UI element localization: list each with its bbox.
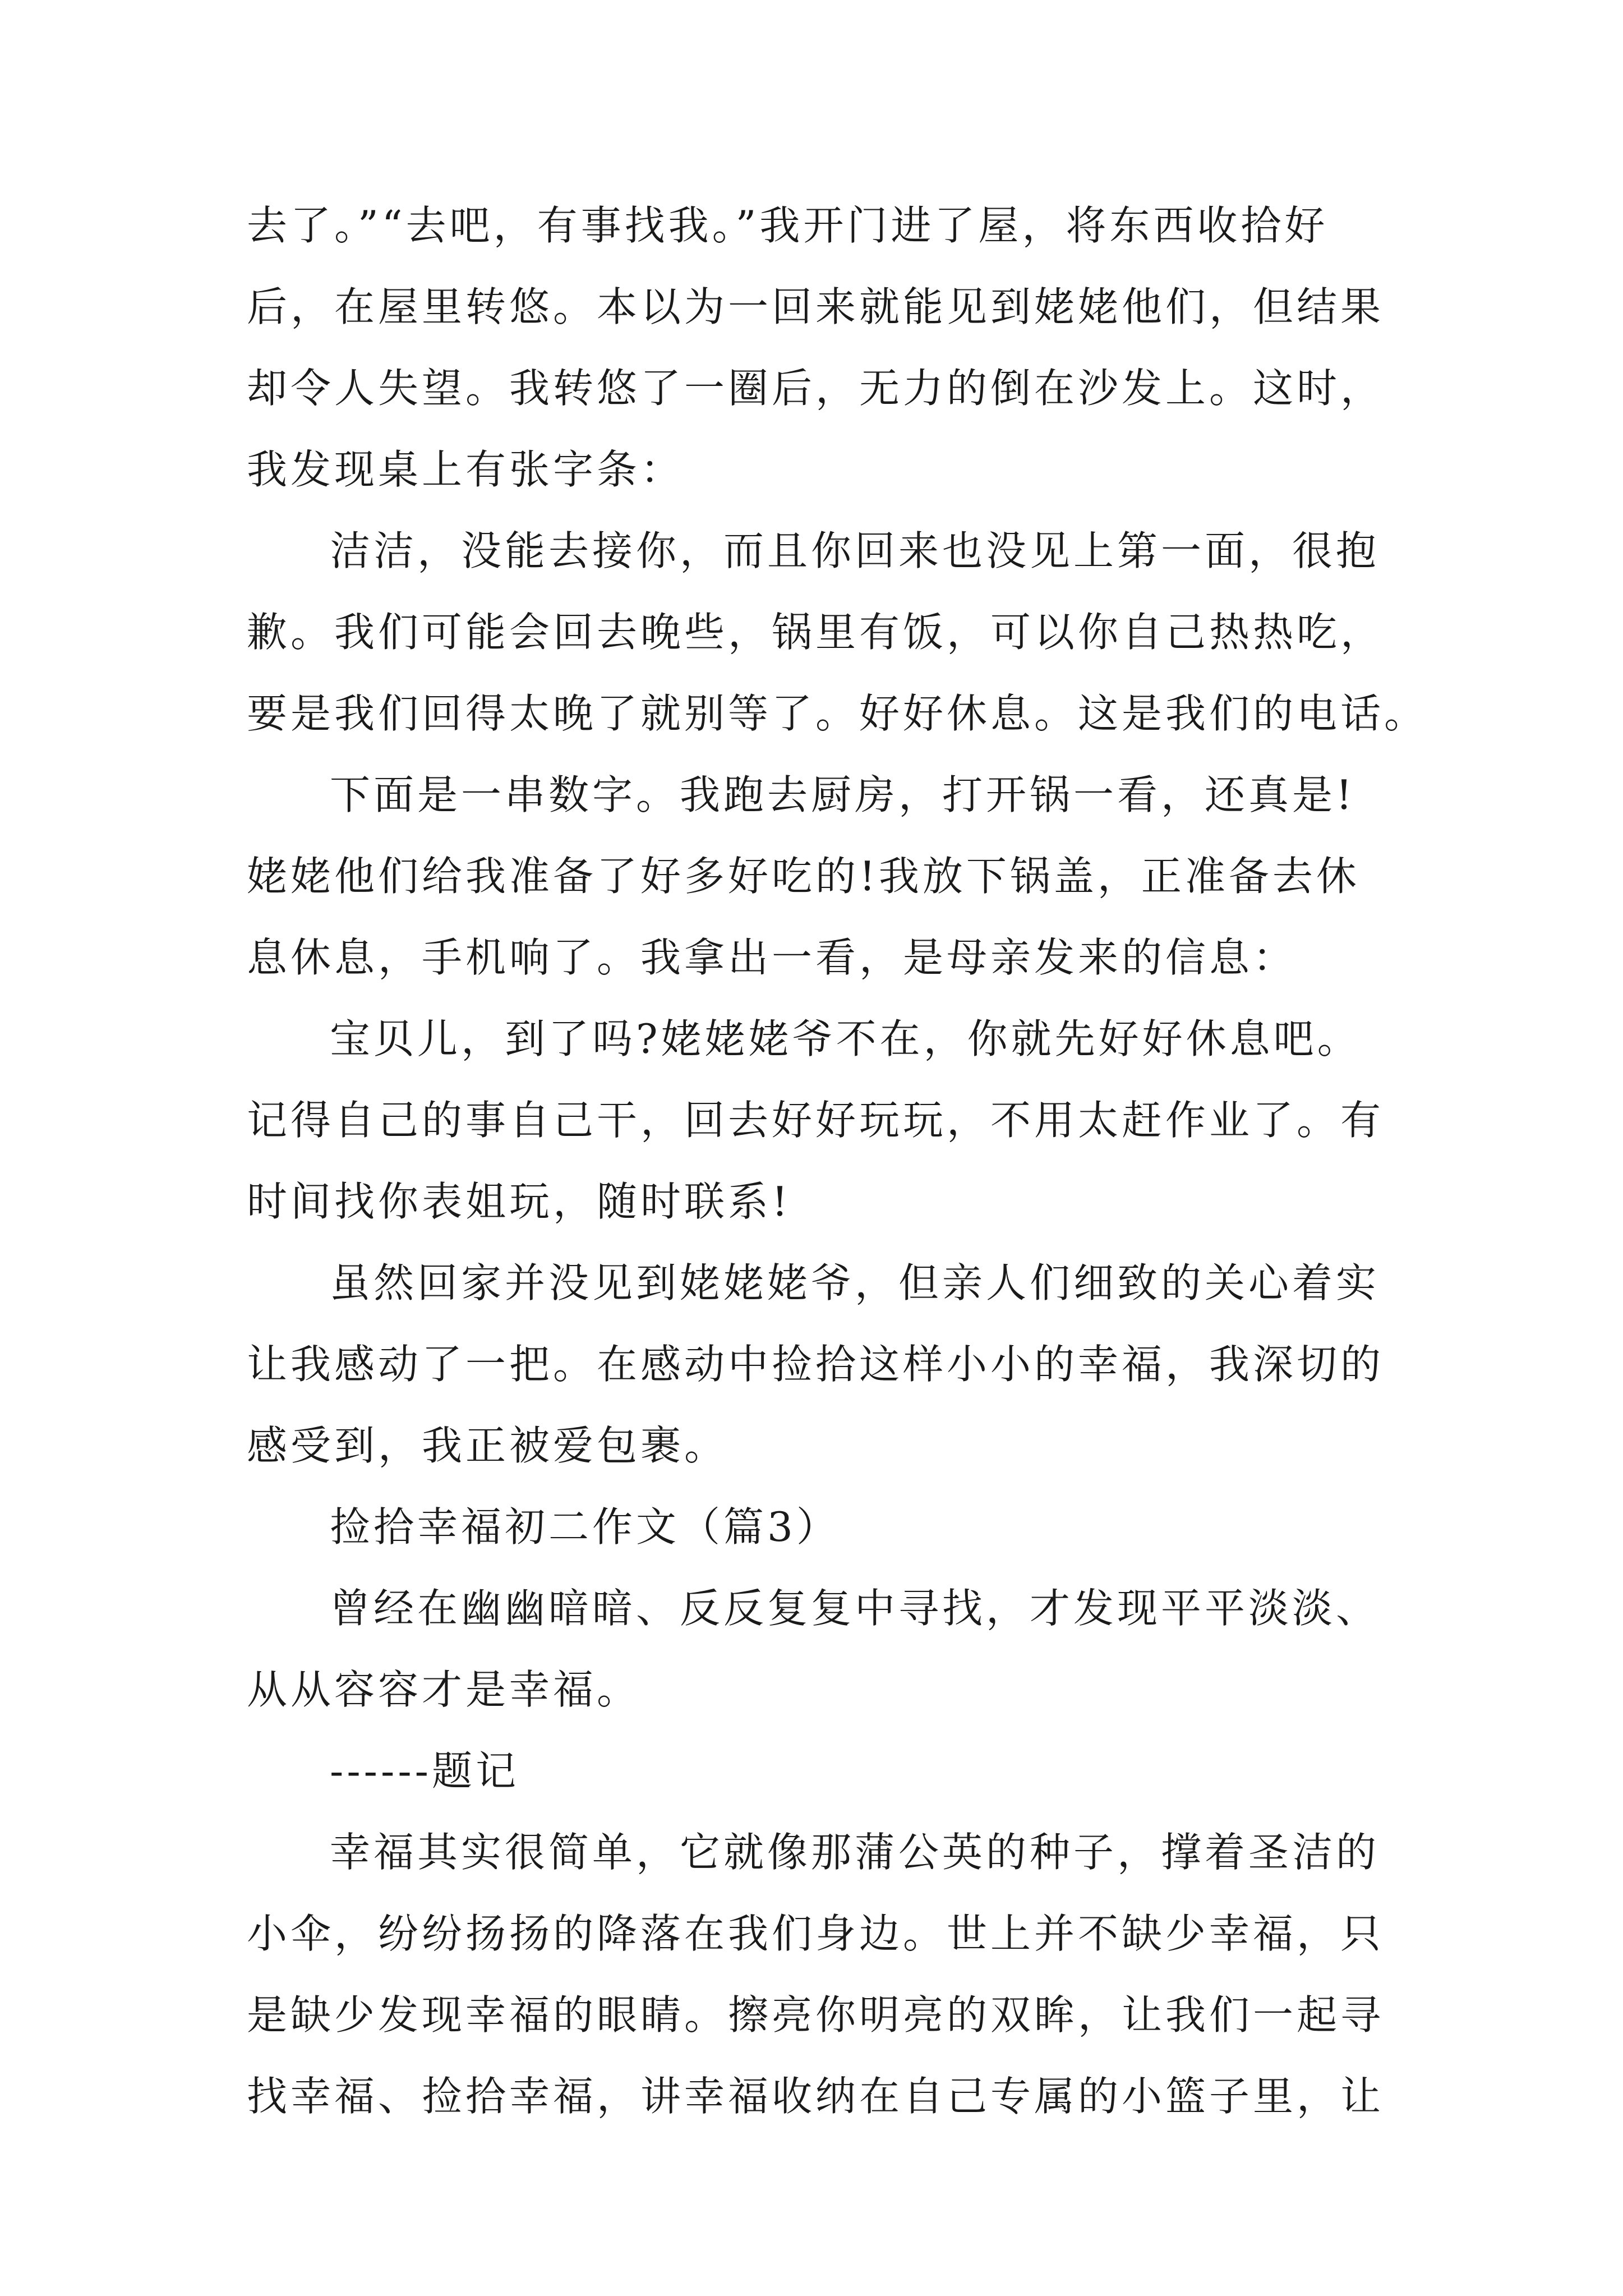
text-line: 却令人失望。我转悠了一圈后，无力的倒在沙发上。这时， xyxy=(247,365,1385,412)
text-line: 从从容容才是幸福。 xyxy=(247,1666,641,1713)
text-line: 让我感动了一把。在感动中捡拾这样小小的幸福，我深切的 xyxy=(247,1341,1385,1388)
text-line: 下面是一串数字。我跑去厨房，打开锅一看，还真是! xyxy=(330,771,1355,818)
text-line: 曾经在幽幽暗暗、反反复复中寻找，才发现平平淡淡、 xyxy=(330,1585,1380,1632)
text-line: 虽然回家并没见到姥姥姥爷，但亲人们细致的关心着实 xyxy=(330,1259,1380,1306)
article-body xyxy=(247,185,1428,2137)
text-line: 是缺少发现幸福的眼睛。擦亮你明亮的双眸，让我们一起寻 xyxy=(247,1991,1385,2039)
text-line: 小伞，纷纷扬扬的降落在我们身边。世上并不缺少幸福，只 xyxy=(247,1910,1385,1957)
text-line: 后，在屋里转悠。本以为一回来就能见到姥姥他们，但结果 xyxy=(247,283,1385,330)
text-line: 感受到，我正被爱包裹。 xyxy=(247,1422,728,1469)
text-line: 要是我们回得太晚了就别等了。好好休息。这是我们的电话。 xyxy=(247,690,1428,737)
text-line: 去了。”“去吧，有事找我。”我开门进了屋，将东西收拾好 xyxy=(247,202,1329,249)
text-line: 时间找你表姐玩，随时联系! xyxy=(247,1178,791,1225)
text-line: 洁洁，没能去接你，而且你回来也没见上第一面，很抱 xyxy=(330,527,1380,574)
text-line: 姥姥他们给我准备了好多好吃的!我放下锅盖，正准备去休 xyxy=(247,853,1360,900)
text-line: 幸福其实很简单，它就像那蒲公英的种子，撑着圣洁的 xyxy=(330,1829,1380,1876)
text-line: 找幸福、捡拾幸福，讲幸福收纳在自己专属的小篮子里，让 xyxy=(247,2073,1385,2120)
text-line: 歉。我们可能会回去晚些，锅里有饭，可以你自己热热吃， xyxy=(247,609,1385,656)
text-line: 我发现桌上有张字条： xyxy=(247,446,685,493)
text-line: 息休息，手机响了。我拿出一看，是母亲发来的信息： xyxy=(247,934,1297,981)
text-line: 记得自己的事自己干，回去好好玩玩，不用太赶作业了。有 xyxy=(247,1097,1385,1144)
epigraph-note: ------题记 xyxy=(330,1747,519,1795)
section-title: 捡拾幸福初二作文（篇3） xyxy=(330,1503,840,1550)
text-line: 宝贝儿，到了吗?姥姥姥爷不在，你就先好好休息吧。 xyxy=(330,1015,1361,1062)
